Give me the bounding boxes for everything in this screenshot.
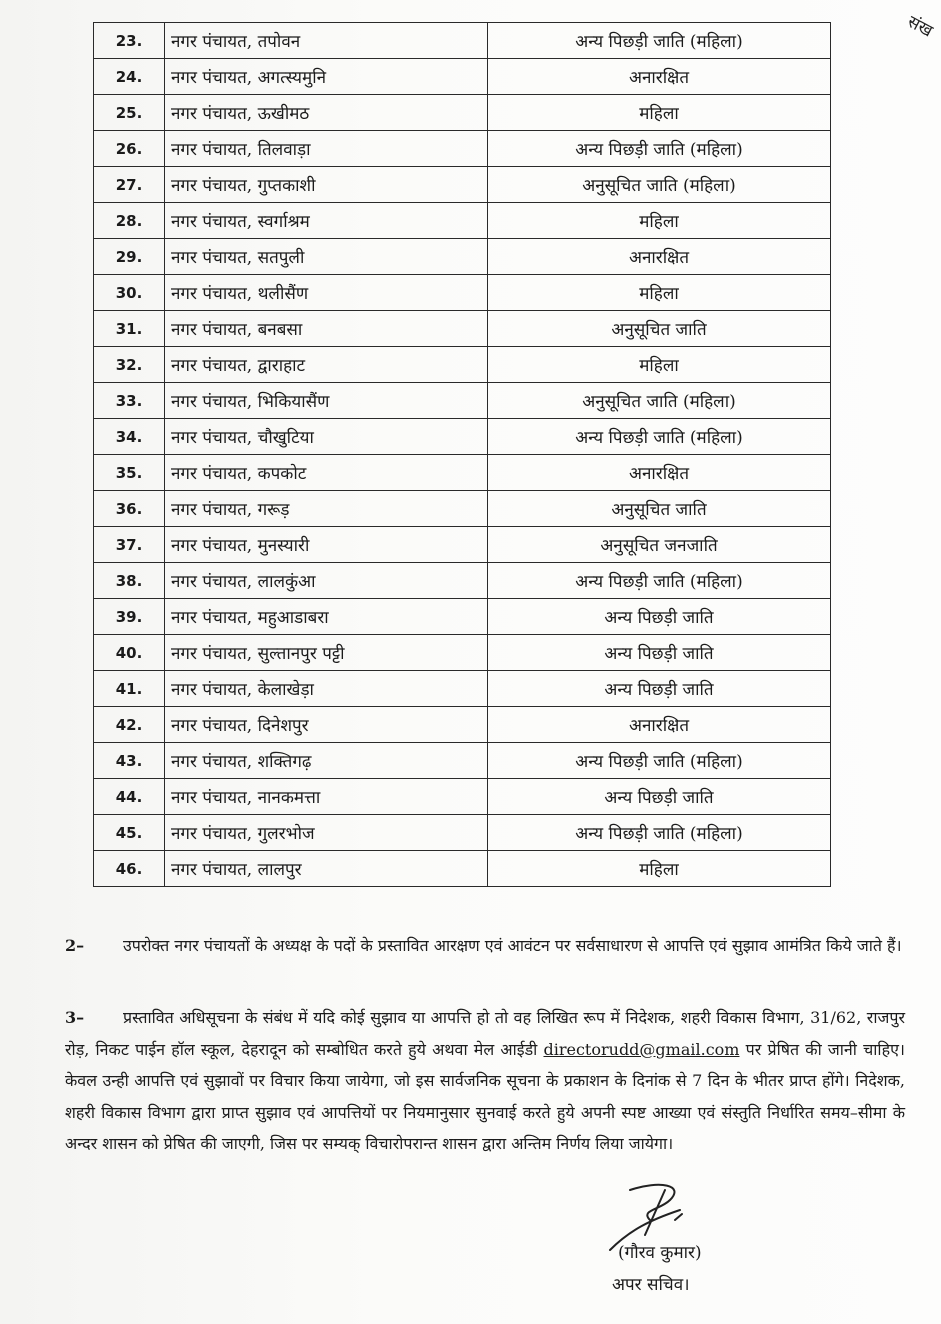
panchayat-name-cell: नगर पंचायत, बनबसा	[165, 311, 488, 347]
panchayat-name-cell: नगर पंचायत, लालकुंआ	[165, 563, 488, 599]
serial-number-cell: 39.	[94, 599, 165, 635]
serial-number-cell: 29.	[94, 239, 165, 275]
reservation-category-cell: अन्य पिछड़ी जाति (महिला)	[488, 815, 831, 851]
serial-number-cell: 41.	[94, 671, 165, 707]
panchayat-name-cell: नगर पंचायत, थलीसैंण	[165, 275, 488, 311]
serial-number-cell: 44.	[94, 779, 165, 815]
table-row	[94, 851, 831, 887]
reservation-category-cell: अन्य पिछड़ी जाति	[488, 599, 831, 635]
panchayat-name-cell: नगर पंचायत, स्वर्गाश्रम	[165, 203, 488, 239]
panchayat-name-cell: नगर पंचायत, लालपुर	[165, 851, 488, 887]
table-row	[94, 635, 831, 671]
reservation-category-cell: महिला	[488, 347, 831, 383]
panchayat-name-cell: नगर पंचायत, कपकोट	[165, 455, 488, 491]
serial-number-cell: 31.	[94, 311, 165, 347]
reservation-category-cell: अन्य पिछड़ी जाति (महिला)	[488, 743, 831, 779]
reservation-category-cell: अनारक्षित	[488, 59, 831, 95]
table-row	[94, 707, 831, 743]
panchayat-name-cell: नगर पंचायत, सुल्तानपुर पट्टी	[165, 635, 488, 671]
serial-number-cell: 42.	[94, 707, 165, 743]
table-row	[94, 671, 831, 707]
panchayat-name-cell: नगर पंचायत, गुलरभोज	[165, 815, 488, 851]
panchayat-name-cell: नगर पंचायत, केलाखेड़ा	[165, 671, 488, 707]
reservation-category-cell: अन्य पिछड़ी जाति (महिला)	[488, 563, 831, 599]
serial-number-cell: 45.	[94, 815, 165, 851]
panchayat-name-cell: नगर पंचायत, मुनस्यारी	[165, 527, 488, 563]
panchayat-name-cell: नगर पंचायत, नानकमत्ता	[165, 779, 488, 815]
paragraph-2	[65, 930, 905, 962]
reservation-category-cell: महिला	[488, 95, 831, 131]
serial-number-cell: 25.	[94, 95, 165, 131]
reservation-category-cell: अनुसूचित जाति (महिला)	[488, 167, 831, 203]
table-row	[94, 311, 831, 347]
reservation-category-cell: महिला	[488, 851, 831, 887]
serial-number-cell: 43.	[94, 743, 165, 779]
reservation-category-cell: अन्य पिछड़ी जाति (महिला)	[488, 419, 831, 455]
serial-number-cell: 36.	[94, 491, 165, 527]
reservation-category-cell: अन्य पिछड़ी जाति	[488, 779, 831, 815]
reservation-category-cell: अन्य पिछड़ी जाति	[488, 635, 831, 671]
table-row	[94, 239, 831, 275]
table-row	[94, 599, 831, 635]
serial-number-cell: 35.	[94, 455, 165, 491]
serial-number-cell: 26.	[94, 131, 165, 167]
reservation-category-cell: अनारक्षित	[488, 239, 831, 275]
serial-number-cell: 23.	[94, 23, 165, 59]
reservation-category-cell: अनुसूचित जाति	[488, 491, 831, 527]
table-row	[94, 23, 831, 59]
table-row	[94, 455, 831, 491]
panchayat-name-cell: नगर पंचायत, गरूड़	[165, 491, 488, 527]
reservation-category-cell: अन्य पिछड़ी जाति (महिला)	[488, 131, 831, 167]
serial-number-cell: 37.	[94, 527, 165, 563]
reservation-category-cell: महिला	[488, 275, 831, 311]
table-row	[94, 131, 831, 167]
panchayat-name-cell: नगर पंचायत, तपोवन	[165, 23, 488, 59]
panchayat-name-cell: नगर पंचायत, महुआडाबरा	[165, 599, 488, 635]
serial-number-cell: 30.	[94, 275, 165, 311]
paragraph-2-text: उपरोक्त नगर पंचायतों के अध्यक्ष के पदों के प्रस्तावित आरक्षण एवं आवंटन पर सर्वसाधारण से आपत्ति एवं सुझाव आमंत्रित किये जाते हैं।	[123, 936, 902, 955]
panchayat-name-cell: नगर पंचायत, दिनेशपुर	[165, 707, 488, 743]
table-row	[94, 563, 831, 599]
panchayat-name-cell: नगर पंचायत, शक्तिगढ़	[165, 743, 488, 779]
table-row	[94, 779, 831, 815]
serial-number-cell: 28.	[94, 203, 165, 239]
table-row	[94, 347, 831, 383]
panchayat-name-cell: नगर पंचायत, गुप्तकाशी	[165, 167, 488, 203]
table-row	[94, 383, 831, 419]
table-row	[94, 167, 831, 203]
reservation-category-cell: महिला	[488, 203, 831, 239]
serial-number-cell: 34.	[94, 419, 165, 455]
panchayat-name-cell: नगर पंचायत, द्वाराहाट	[165, 347, 488, 383]
contact-email-link[interactable]: directorudd@gmail.com	[543, 1039, 740, 1059]
paragraph-2-number: 2–	[65, 936, 85, 955]
reservation-category-cell: अनारक्षित	[488, 455, 831, 491]
reservation-category-cell: अनारक्षित	[488, 707, 831, 743]
corner-text: संख	[903, 12, 936, 42]
serial-number-cell: 46.	[94, 851, 165, 887]
panchayat-name-cell: नगर पंचायत, चौखुटिया	[165, 419, 488, 455]
serial-number-cell: 32.	[94, 347, 165, 383]
signatory-name: (गौरव कुमार)	[618, 1243, 702, 1263]
panchayat-name-cell: नगर पंचायत, भिकियासैंण	[165, 383, 488, 419]
signatory-designation: अपर सचिव।	[612, 1275, 690, 1295]
serial-number-cell: 40.	[94, 635, 165, 671]
table-row	[94, 491, 831, 527]
paragraph-3-text-before: प्रस्तावित अधिसूचना के संबंध में यदि कोई सुझाव या आपत्ति हो तो वह लिखित रूप में निदेशक, शहरी विकास विभाग, 31/62, राजपुर रोड़, निकट पाईन हॉल स्कूल, देहरादून को सम्बोधित करते हुये अथवा मेल आईडी	[65, 1008, 905, 1059]
reservation-category-cell: अनुसूचित जनजाति	[488, 527, 831, 563]
serial-number-cell: 38.	[94, 563, 165, 599]
table-row	[94, 527, 831, 563]
reservation-category-cell: अन्य पिछड़ी जाति	[488, 671, 831, 707]
table-row	[94, 743, 831, 779]
table-row	[94, 203, 831, 239]
table-row	[94, 95, 831, 131]
table-row	[94, 275, 831, 311]
table-row	[94, 419, 831, 455]
panchayat-name-cell: नगर पंचायत, सतपुली	[165, 239, 488, 275]
panchayat-name-cell: नगर पंचायत, अगत्स्यमुनि	[165, 59, 488, 95]
table-row	[94, 59, 831, 95]
paragraph-3	[65, 1002, 905, 1160]
reservation-category-cell: अनुसूचित जाति (महिला)	[488, 383, 831, 419]
panchayat-name-cell: नगर पंचायत, तिलवाड़ा	[165, 131, 488, 167]
serial-number-cell: 27.	[94, 167, 165, 203]
serial-number-cell: 24.	[94, 59, 165, 95]
paragraph-3-number: 3–	[65, 1008, 85, 1027]
table-row	[94, 815, 831, 851]
reservation-category-cell: अन्य पिछड़ी जाति (महिला)	[488, 23, 831, 59]
serial-number-cell: 33.	[94, 383, 165, 419]
paragraph-3-text-after: पर प्रेषित की जानी चाहिए। केवल उन्ही आपत्ति एवं सुझावों पर विचार किया जायेगा, जो इस सार्वजनिक सूचना के प्रकाशन के दिनांक से 7 दिन के भीतर प्राप्त होंगे। निदेशक, शहरी विकास विभाग द्वारा प्राप्त सुझाव एवं आपत्तियों पर नियमानुसार सुनवाई करते हुये अपनी स्पष्ट आख्या एवं संस्तुति निर्धारित समय–सीमा के अन्दर शासन को प्रेषित की जाएगी, जिस पर सम्यक् विचारोपरान्त शासन द्वारा अन्तिम निर्णय लिया जायेगा।	[65, 1039, 905, 1153]
reservation-category-cell: अनुसूचित जाति	[488, 311, 831, 347]
reservation-table-body	[94, 23, 831, 887]
reservation-table	[93, 22, 831, 887]
panchayat-name-cell: नगर पंचायत, ऊखीमठ	[165, 95, 488, 131]
